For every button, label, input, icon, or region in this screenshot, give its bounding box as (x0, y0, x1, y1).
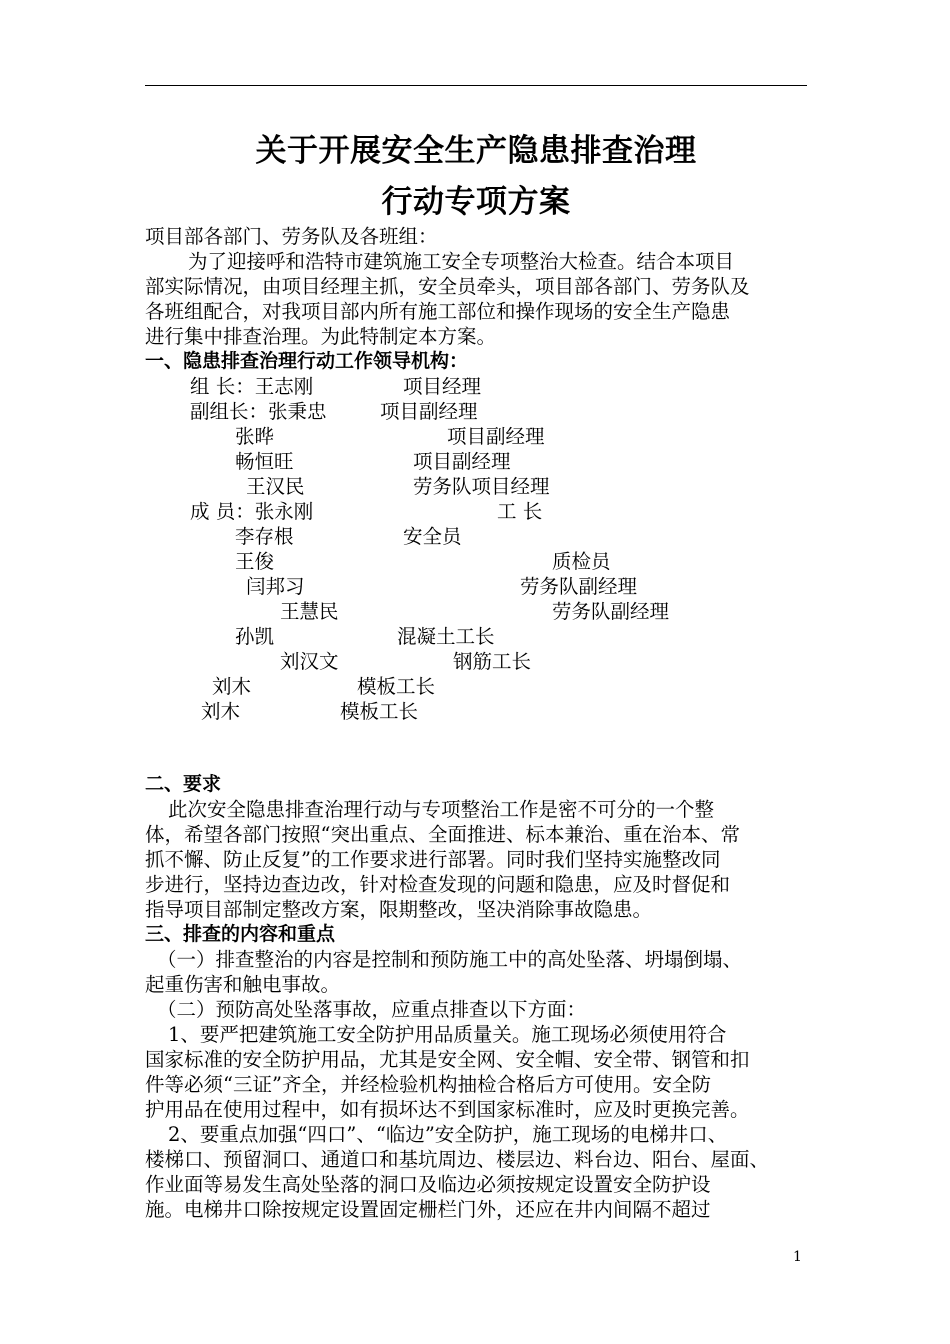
member-name: 王汉民 (246, 475, 305, 498)
section1-heading: 一、隐患排查治理行动工作领导机构： (145, 350, 469, 372)
member-name: 王慧民 (280, 600, 339, 623)
member-role: 项目经理 (403, 375, 482, 398)
intro-paragraph-line: 为了迎接呼和浩特市建筑施工安全专项整治大检查。结合本项目 (188, 250, 735, 273)
section3-line: 起重伤害和触电事故。 (145, 973, 341, 996)
member-name: 刘木 (201, 700, 241, 723)
member-role: 质检员 (552, 550, 611, 573)
member-role: 劳务队副经理 (520, 575, 638, 598)
member-role: 安全员 (403, 525, 462, 548)
section3-line: 作业面等易发生高处坠落的洞口及临边必须按规定设置安全防护设 (145, 1173, 711, 1196)
section3-line: （一）排查整治的内容是控制和预防施工中的高处坠落、坍塌倒塌、 (157, 948, 743, 971)
section2-paragraph-line: 指导项目部制定整改方案，限期整改，坚决消除事故隐患。 (145, 898, 653, 921)
member-name: 王俊 (235, 550, 275, 573)
section3-line: 楼梯口、预留洞口、通道口和基坑周边、楼层边、料台边、阳台、屋面、 (145, 1148, 770, 1171)
section3-line: 护用品在使用过程中，如有损坏达不到国家标准时，应及时更换完善。 (145, 1098, 750, 1121)
addressee: 项目部各部门、劳务队及各班组： (145, 225, 438, 248)
section2-paragraph-line: 此次安全隐患排查治理行动与专项整治工作是密不可分的一个整 (168, 798, 715, 821)
section3-line: 件等必须“三证”齐全，并经检验机构抽检合格后方可使用。安全防 (145, 1073, 711, 1096)
member-role: 模板工长 (340, 700, 419, 723)
member-name: 孙凯 (235, 625, 275, 648)
member-name: 畅恒旺 (235, 450, 294, 473)
section2-heading: 二、要求 (145, 773, 222, 795)
member-role: 项目副经理 (413, 450, 511, 473)
section3-line: 施。电梯井口除按规定设置固定栅栏门外，还应在井内间隔不超过 (145, 1198, 711, 1221)
section3-line: 1、要严把建筑施工安全防护用品质量关。施工现场必须使用符合 (168, 1023, 727, 1046)
section3-line: （二）预防高处坠落事故，应重点排查以下方面： (157, 998, 587, 1021)
member-role: 项目副经理 (447, 425, 545, 448)
page-number: 1 (793, 1249, 802, 1265)
member-name: 副组长：张秉忠 (190, 400, 327, 423)
member-role: 劳务队项目经理 (413, 475, 550, 498)
section3-line: 国家标准的安全防护用品，尤其是安全网、安全帽、安全带、钢管和扣 (145, 1048, 750, 1071)
document-title-line2: 行动专项方案 (381, 184, 571, 220)
section2-paragraph-line: 抓不懈、防止反复”的工作要求进行部署。同时我们坚持实施整改同 (145, 848, 721, 871)
intro-paragraph-line: 部实际情况，由项目经理主抓，安全员牵头，项目部各部门、劳务队及 (145, 275, 750, 298)
member-name: 李存根 (235, 525, 294, 548)
member-name: 张晔 (235, 425, 275, 448)
section2-paragraph-line: 体，希望各部门按照“突出重点、全面推进、标本兼治、重在治本、常 (145, 823, 740, 846)
member-role: 钢筋工长 (453, 650, 532, 673)
section3-heading: 三、排查的内容和重点 (145, 923, 336, 945)
section2-paragraph-line: 步进行，坚持边查边改，针对检查发现的问题和隐患，应及时督促和 (145, 873, 731, 896)
document-title-line1: 关于开展安全生产隐患排查治理 (255, 133, 697, 169)
section3-line: 2、要重点加强“四口”、“临边”安全防护，施工现场的电梯井口、 (168, 1123, 728, 1146)
member-name: 刘木 (212, 675, 252, 698)
intro-paragraph-line: 进行集中排查治理。为此特制定本方案。 (145, 325, 497, 348)
member-name: 刘汉文 (280, 650, 339, 673)
member-role: 劳务队副经理 (552, 600, 670, 623)
member-role: 项目副经理 (380, 400, 478, 423)
member-role: 混凝土工长 (397, 625, 495, 648)
member-role: 工 长 (497, 500, 543, 523)
member-name: 成 员：张永刚 (190, 500, 314, 523)
header-rule (145, 85, 807, 86)
member-role: 模板工长 (357, 675, 436, 698)
member-name: 组 长：王志刚 (190, 375, 314, 398)
member-name: 闫邦习 (246, 575, 305, 598)
intro-paragraph-line: 各班组配合，对我项目部内所有施工部位和操作现场的安全生产隐患 (145, 300, 731, 323)
